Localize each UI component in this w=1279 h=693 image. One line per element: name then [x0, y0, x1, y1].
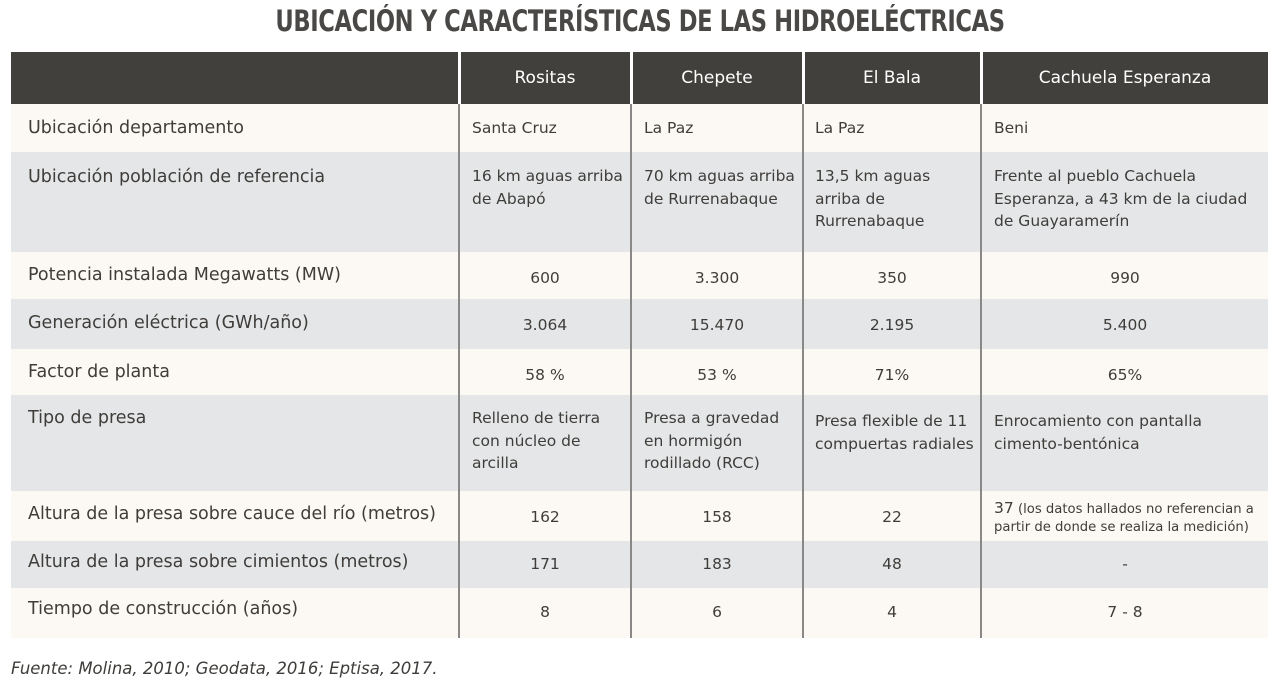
- row-label: Generación eléctrica (GWh/año): [28, 313, 309, 333]
- table-cell: 350: [877, 269, 907, 287]
- row-label: Tipo de presa: [28, 408, 147, 428]
- table-row: [11, 152, 1268, 252]
- header-cell-cachuela-esperanza: Cachuela Esperanza: [1038, 68, 1212, 88]
- header-cell-el-bala: El Bala: [862, 68, 922, 88]
- table-cell: 48: [882, 555, 902, 573]
- table-row: [11, 104, 1268, 152]
- table-cell: La Paz: [644, 119, 694, 137]
- source-note: Fuente: Molina, 2010; Geodata, 2016; Eptisa, 2017.: [11, 659, 438, 678]
- table-cell: 3.064: [522, 316, 568, 334]
- page-title: UBICACIÓN Y CARACTERÍSTICAS DE LAS HIDROELÉCTRICAS: [275, 4, 1005, 38]
- table-row: [11, 299, 1268, 349]
- header-cell-rositas: Rositas: [514, 68, 576, 88]
- table-cell: 3.300: [694, 269, 740, 287]
- table-cell: 53 %: [697, 366, 737, 384]
- table-cell: Presa a gravedad en hormigón rodillado (RCC): [644, 409, 780, 472]
- table-cell: 158: [702, 508, 732, 526]
- header-cell-chepete: Chepete: [681, 68, 753, 88]
- table-cell: 37: [994, 499, 1014, 517]
- table-cell: La Paz: [815, 119, 865, 137]
- table-cell: 990: [1110, 269, 1140, 287]
- header-cell-empty: [11, 52, 458, 104]
- table-cell: 7 - 8: [1107, 603, 1143, 621]
- table-row: [11, 588, 1268, 638]
- table-row: [11, 395, 1268, 491]
- row-label: Altura de la presa sobre cauce del río (metros): [28, 504, 436, 524]
- table-cell: 65%: [1107, 366, 1143, 384]
- table-cell: Presa flexible de 11 compuertas radiales: [815, 412, 974, 453]
- table-cell: 15.470: [689, 316, 745, 334]
- table-cell: 16 km aguas arriba de Abapó: [472, 167, 623, 208]
- table-cell-with-note: [982, 491, 1268, 541]
- table-cell: 8: [540, 603, 550, 621]
- table-cell: 13,5 km aguas arriba de Rurrenabaque: [815, 167, 931, 230]
- table-row: [11, 349, 1268, 395]
- table-cell: 5.400: [1102, 316, 1148, 334]
- hydro-table: [11, 52, 1268, 638]
- table-cell: Santa Cruz: [472, 119, 557, 137]
- table-cell: 6: [712, 603, 722, 621]
- table-cell: 22: [882, 508, 902, 526]
- table-cell: 71%: [874, 366, 910, 384]
- table-row: [11, 541, 1268, 588]
- table-cell: -: [1122, 555, 1128, 573]
- table-cell: Beni: [994, 119, 1029, 137]
- row-label: Ubicación departamento: [28, 118, 244, 138]
- table-cell: 2.195: [869, 316, 915, 334]
- row-label: Altura de la presa sobre cimientos (metros): [28, 552, 409, 572]
- row-label: Potencia instalada Megawatts (MW): [28, 265, 341, 285]
- table-cell: Enrocamiento con pantalla cimento-bentónica: [994, 412, 1203, 453]
- table-cell: 600: [530, 269, 560, 287]
- table-cell: 162: [530, 508, 560, 526]
- table-cell: Relleno de tierra con núcleo de arcilla: [472, 409, 601, 472]
- table-header: [11, 52, 1268, 104]
- table-cell: 4: [887, 603, 897, 621]
- table-cell: 171: [530, 555, 560, 573]
- table-row: [11, 491, 1268, 541]
- table-row: [11, 252, 1268, 299]
- table-cell: 70 km aguas arriba de Rurrenabaque: [644, 167, 795, 208]
- row-label: Ubicación población de referencia: [28, 167, 326, 187]
- cell-note: (los datos hallados no referencian a partir de donde se realiza la medición): [994, 502, 1254, 535]
- row-label: Factor de planta: [28, 362, 170, 382]
- table-cell: 58 %: [525, 366, 565, 384]
- table-cell: Frente al pueblo Cachuela Esperanza, a 43 km de la ciudad de Guayaramerín: [994, 167, 1248, 230]
- table-cell: 183: [702, 555, 732, 573]
- row-label: Tiempo de construcción (años): [28, 599, 299, 619]
